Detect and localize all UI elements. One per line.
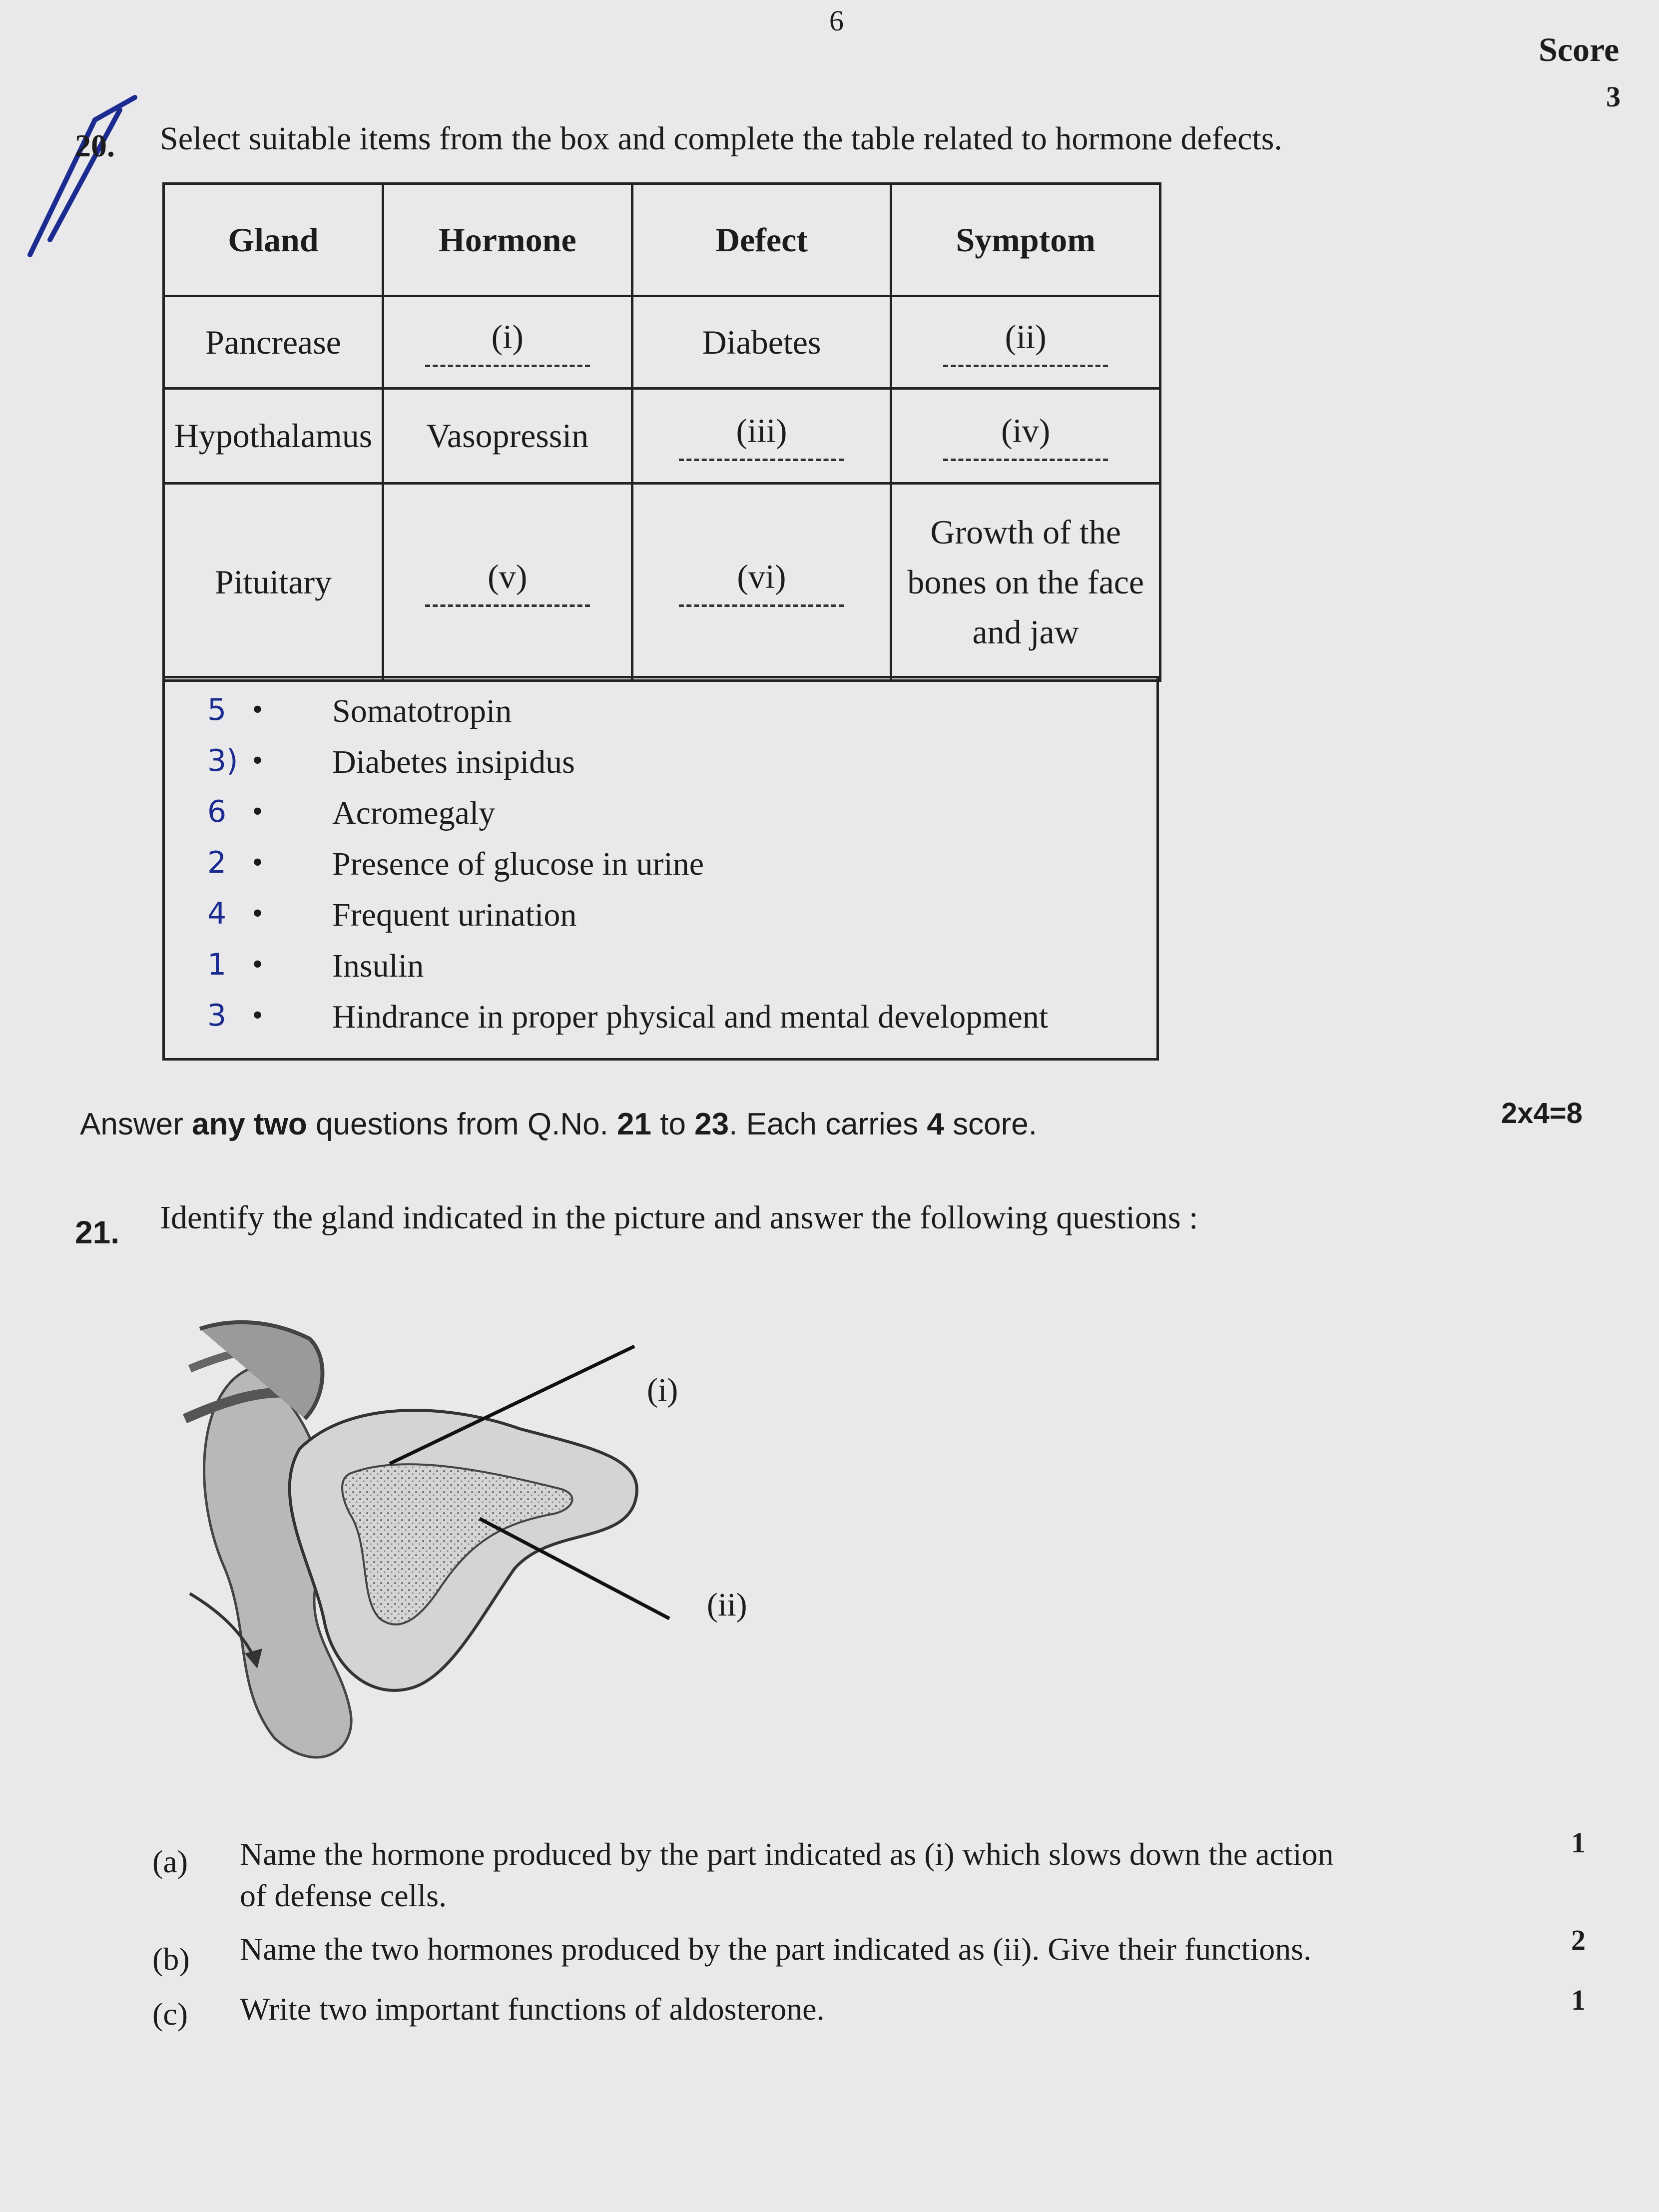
option-text: Frequent urination <box>332 897 577 933</box>
q21-prompt: Identify the gland indicated in the picture and answer the following questions : <box>160 1199 1198 1236</box>
part-a-line1: Name the hormone produced by the part indicated as (i) which slows down the action <box>240 1836 1334 1872</box>
bullet-icon: • <box>252 948 263 981</box>
bullet-icon: • <box>252 795 263 828</box>
header-gland: Gland <box>164 184 383 296</box>
page-number: 6 <box>829 4 844 37</box>
cell-symptom: Growth of the bones on the face and jaw <box>891 484 1160 681</box>
list-item <box>165 998 1154 1048</box>
table-header-row <box>164 184 1160 296</box>
handwritten-mark: 1 <box>207 947 227 982</box>
bullet-icon: • <box>252 999 263 1032</box>
handwritten-mark: 5 <box>207 692 227 727</box>
handwritten-mark: 2 <box>207 845 227 880</box>
part-b-line1: Name the two hormones produced by the part indicated as (ii). Give their functions. <box>240 1931 1312 1967</box>
option-text: Diabetes insipidus <box>332 744 575 780</box>
part-a-score: 1 <box>1571 1826 1586 1859</box>
handwritten-mark: 3) <box>207 743 238 778</box>
cell-gland: Hypothalamus <box>164 389 383 484</box>
hormone-defects-table <box>162 182 1161 682</box>
cell-hormone: Vasopressin <box>383 389 632 484</box>
bullet-icon: • <box>252 897 263 930</box>
part-a-label: (a) <box>152 1844 188 1879</box>
cell-gland: Pituitary <box>164 484 383 681</box>
blank-i: (i) <box>425 317 590 367</box>
table-row <box>164 389 1160 484</box>
table-row <box>164 296 1160 389</box>
adrenal-gland-illustration <box>170 1309 769 1778</box>
cell-symptom <box>891 296 1160 389</box>
figure-label-ii: (ii) <box>707 1587 747 1623</box>
section-instruction: Answer any two questions from Q.No. 21 to 23. Each carries 4 score. <box>80 1107 1037 1141</box>
cell-symptom <box>891 389 1160 484</box>
blank-iv: (iv) <box>943 411 1108 461</box>
blank-vi: (vi) <box>679 557 844 607</box>
blank-v: (v) <box>425 557 590 607</box>
part-c-score: 1 <box>1571 1984 1586 2016</box>
list-item <box>165 896 1154 946</box>
q20-number: 20. <box>75 128 115 163</box>
list-item <box>165 692 1154 742</box>
option-text: Presence of glucose in urine <box>332 846 704 882</box>
cell-gland: Pancrease <box>164 296 383 389</box>
bullet-icon: • <box>252 693 263 726</box>
part-b-label: (b) <box>152 1941 190 1977</box>
header-symptom: Symptom <box>891 184 1160 296</box>
header-defect: Defect <box>632 184 891 296</box>
option-text: Somatotropin <box>332 693 512 729</box>
option-text: Hindrance in proper physical and mental development <box>332 999 1049 1035</box>
option-text: Acromegaly <box>332 795 496 831</box>
pen-tick-mark <box>20 90 150 260</box>
q20-prompt: Select suitable items from the box and complete the table related to hormone defects. <box>160 120 1282 157</box>
figure-label-i: (i) <box>647 1372 678 1408</box>
table-row <box>164 484 1160 681</box>
list-item <box>165 845 1154 895</box>
blank-ii: (ii) <box>943 317 1108 367</box>
part-b-score: 2 <box>1571 1924 1586 1956</box>
score-header: Score <box>1539 30 1620 68</box>
handwritten-mark: 4 <box>207 896 227 931</box>
cell-defect <box>632 484 891 681</box>
blank-iii: (iii) <box>679 411 844 461</box>
list-item <box>165 947 1154 997</box>
cell-hormone <box>383 296 632 389</box>
bullet-icon: • <box>252 744 263 777</box>
list-item <box>165 743 1154 793</box>
part-c-label: (c) <box>152 1996 188 2032</box>
cell-defect: Diabetes <box>632 296 891 389</box>
part-a-line2: of defense cells. <box>240 1878 447 1913</box>
cell-defect <box>632 389 891 484</box>
handwritten-mark: 6 <box>207 794 227 829</box>
bullet-icon: • <box>252 846 263 879</box>
cell-hormone <box>383 484 632 681</box>
q21-number: 21. <box>75 1214 119 1250</box>
options-box <box>162 676 1159 1061</box>
option-text: Insulin <box>332 948 424 984</box>
section-marks: 2x4=8 <box>1501 1097 1583 1129</box>
handwritten-mark: 3 <box>207 998 227 1033</box>
header-hormone: Hormone <box>383 184 632 296</box>
list-item <box>165 794 1154 844</box>
q20-score: 3 <box>1606 80 1621 113</box>
part-c-line1: Write two important functions of aldosterone. <box>240 1991 825 2027</box>
